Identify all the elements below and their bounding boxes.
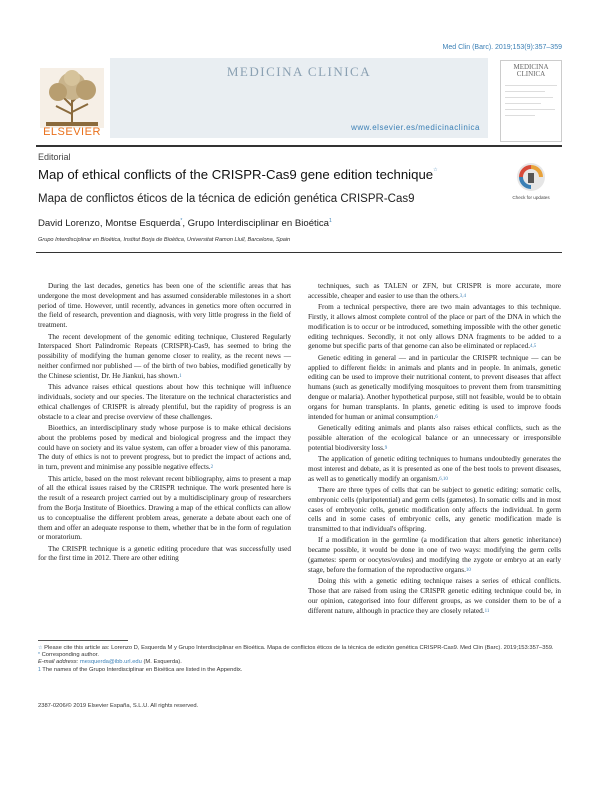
footnote-group [38,667,558,674]
body-paragraph [38,475,291,544]
cover-rule [505,103,541,104]
email-label: E-mail address: [38,659,79,666]
paragraph-text: Genetic editing in general — and in particular the CRISPR technique — can be applied to different fields: in animals and plants and in people. In animals, genetic editing can be used to improve their nutritional content, to prevent diseases that affect humans (such as genetically modifying mosquitoes to prevent them from transmitting dengue or malaria). Another hypothetical purpose, still not feasible, would be to obtain organs for human transplants. In plants, genetic editing is used to improve foods intended for human or animal consumption. [308,353,561,421]
body-paragraph [308,354,561,423]
journal-cover [500,60,562,142]
corresponding-author-mark[interactable]: * [180,218,183,224]
footnote-citation [38,645,558,652]
footnote-text: Corresponding author. [41,652,99,659]
email-name: (M. Esquerda). [143,659,182,666]
footnote-corresponding [38,652,558,659]
body-paragraph [308,577,561,616]
paragraph-text: This advance raises ethical questions about how this technique will influence individuals, society and our species. The literature on the technical characteristics and ethical challenges of CRISPR is already plentiful, but the rapidity of progress is an obstacle to a clear and precise overview of these challenges. [38,383,291,421]
cover-rule [505,115,535,116]
body-paragraph [308,536,561,575]
publisher-name: ELSEVIER [43,126,101,138]
paragraph-text: If a modification in the germline (a modification that alters genetic inheritance) became possible, it would be done in one of two ways: modifying the germ cells (gametes: sperm or oocytes/ovules) and modifying the zygote or embryo at an early stage, before the formation of the reproductive organs. [308,536,561,574]
paragraph-text: Doing this with a genetic editing technique raises a series of ethical conflicts. Those that are raised from using the CRISPR genetic editing technique could be, in our opinion, categorised into four different groups, as we consider them to be of a different nature, although in practice they are closely related. [308,577,561,615]
paragraph-text: This article, based on the most relevant recent bibliography, aims to present a map of all the ethical issues raised by the CRISPR technique. The work presented here is the result of a research project carried out by a multidisciplinary group of researchers from the Borja Institute of Bioethics. Drawing a map of the ethical conflicts can allow us to conceptualise the different problem areas, generate a debate about each one of them and offer an adequate response to them, whether that be in the form of regulation or moratorium. [38,474,291,542]
cover-rule [505,109,555,110]
body-column-right [308,282,561,618]
citation-reference[interactable]: 6 [435,414,438,420]
body-paragraph [38,424,291,473]
header-divider [36,145,562,147]
citation-reference[interactable]: 10 [465,567,471,573]
footnote-mark: * [38,652,40,659]
paragraph-text: Genetically editing animals and plants also raises ethical conflicts, such as the possible alteration of the ecological balance or an unnecessary or irresponsible potential biodiversity loss. [308,423,561,452]
footnote-text: Please cite this article as: Lorenzo D, Esquerda M y Grupo Interdisciplinar en Bioética. Mapa de conflictos éticos de la técnica de edición genética CRISPR-Cas9. Med Clin (Barc). 2019;153:357–359. [44,645,554,651]
body-paragraph [38,282,291,331]
citation-reference[interactable]: 3,4 [459,293,467,299]
footnote-mark: 1 [38,666,41,673]
footnote-text: The names of the Grupo Interdisciplinar en Bioética are listed in the Appendix. [42,666,243,673]
cover-title: MEDICINA CLINICA [513,63,549,78]
paragraph-text: The recent development of the genomic editing technique, Clustered Regularly Interspaced Short Palindromic Repeats (CRISPR)-Cas9, has seemed to bring the possibility of modifying the human genome closer to reality, as the recent news — neither confirmed nor published — of the birth of two babies, modified genetically by the Chinese scientist, Dr. He Jiankui, has shown. [38,332,291,380]
paragraph-text: Bioethics, an interdisciplinary study whose purpose is to make ethical decisions about the problems posed by medical and biological progress and the impact they could have on society and its value system, can offer a broader view of this panorama. The duty of ethics is not to prevent progress, but to predict the impact of actions and, in turn, prevent and minimise any possible negative effects. [38,423,291,472]
paragraph-text: techniques, such as TALEN or ZFN, but CRISPR is more accurate, more accessible, cheaper and easier to use than the others. [308,282,561,300]
body-paragraph [38,333,291,382]
body-paragraph [308,303,561,352]
authors-group: , Grupo Interdisciplinar en Bioética [182,218,329,229]
body-column-left [38,282,291,566]
citation-reference[interactable]: 11 [484,608,490,614]
journal-reference[interactable]: Med Clin (Barc). 2019;153(9):357–359 [442,44,562,51]
citation-reference[interactable]: 9 [384,445,388,451]
article-section: Editorial [38,152,71,162]
paragraph-text: The application of genetic editing techniques to humans undoubtedly generates the most interest and debate, as it is presented as one of the best tools to prevent diseases, as well as to genetically modify an organism. [308,454,561,483]
body-paragraph [308,424,561,453]
title-footnote-mark[interactable]: ☆ [433,167,438,173]
group-footnote-mark[interactable]: 1 [329,218,332,224]
paragraph-text: From a technical perspective, there are two main advantages to this technique. Firstly, it allows almost complete control of the place or part of the DNA in which the modification is to occur or be introduced, something impossible with the other genetic editing techniques. Secondly, it not only allows DNA fragments to be added to a genome but specific parts of that genome can also be eliminated or replaced. [308,303,561,351]
paragraph-text: During the last decades, genetics has been one of the scientific areas that has undergone the most development and has assumed considerable milestones in a short period of time. However, until recently, advances in genetics more often occurred in the field of research, prevention and diagnosis, with very little progress in the field of treatment. [38,282,291,330]
article-title [38,167,438,182]
paragraph-text: There are three types of cells that can be subject to genetic editing: somatic cells, embryonic cells (pluripotential) and germ cells (gametes). In somatic cells and in most cases of embryonic cells, genetic modification only affects the individual. In germ cells and in some cases of embryonic cells, any genetic modification made is transmitted to that individual's offspring. [308,485,561,534]
authors-text: David Lorenzo, Montse Esquerda [38,218,181,229]
citation-reference[interactable]: 6,10 [439,476,448,482]
footnotes [38,645,558,674]
paragraph-text: The CRISPR technique is a genetic editing procedure that was successfully used for the first time in 2012. There are other editing [38,544,291,563]
author-list [38,218,332,229]
footnote-email [38,659,558,666]
cover-rule [505,97,553,98]
citation-reference[interactable]: 2 [210,465,214,471]
journal-name: MEDICINA CLINICA [226,64,372,79]
copyright-notice: 2387-0206/© 2019 Elsevier España, S.L.U. All rights reserved. [38,703,199,709]
citation-reference[interactable]: 1 [179,373,182,379]
email-link[interactable]: mesquerda@ibb.url.edu [79,659,142,666]
body-paragraph [38,383,291,422]
cover-rule [505,85,557,86]
article-subtitle: Mapa de conflictos éticos de la técnica de edición genética CRISPR-Cas9 [38,193,415,205]
check-for-updates-label[interactable]: Check for updates [512,195,550,200]
body-paragraph [38,545,291,565]
journal-url[interactable]: www.elsevier.es/medicinaclinica [351,123,480,132]
author-affiliation: Grupo Interdisciplinar en Bioética, Institut Borja de Bioètica, Universitat Ramon Llull, Barcelona, Spain [38,237,291,243]
body-paragraph [308,455,561,484]
cover-rule [505,91,545,92]
body-paragraph [308,282,561,302]
citation-reference[interactable]: 4,5 [530,344,537,350]
footnote-mark: ☆ [38,645,43,651]
footnote-divider [38,640,128,641]
title-divider [36,252,562,253]
article-title-text: Map of ethical conflicts of the CRISPR-Cas9 gene edition technique [38,167,434,182]
body-paragraph [308,486,561,535]
